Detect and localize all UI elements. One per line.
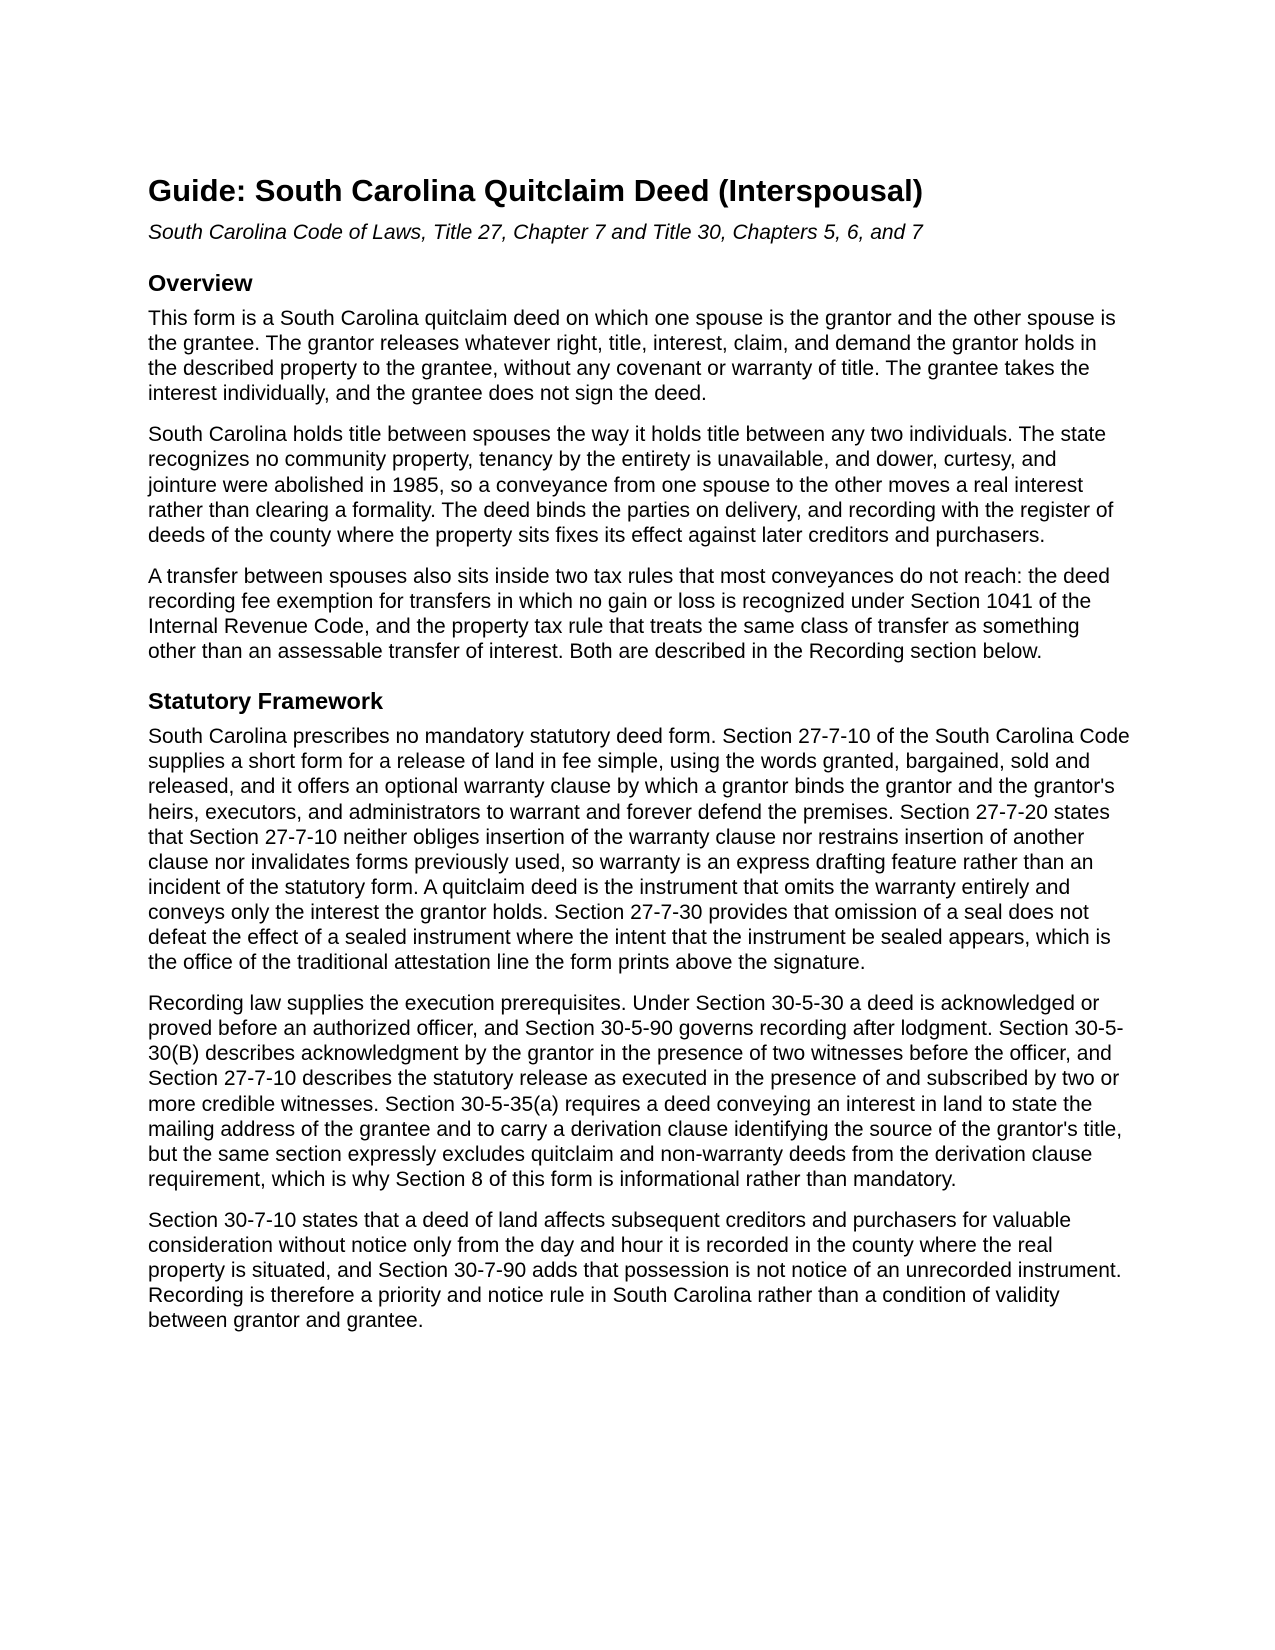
section-statutory-framework bbox=[148, 686, 1130, 1333]
page-title: Guide: South Carolina Quitclaim Deed (Interspousal) bbox=[148, 173, 924, 208]
section-heading-statutory-framework: Statutory Framework bbox=[148, 688, 384, 715]
document-page bbox=[148, 172, 1130, 1333]
paragraph: Section 30-7-10 states that a deed of land affects subsequent creditors and purchasers for valuable consideration without notice only from the day and hour it is recorded in the county where the real property is situated, and Section 30-7-90 adds that possession is not notice of an unrecorded instrument. Recording is therefore a priority and notice rule in South Carolina rather than a condition of validity between grantor and grantee. bbox=[148, 1208, 1122, 1333]
paragraph: South Carolina prescribes no mandatory statutory deed form. Section 27-7-10 of the South Carolina Code supplies a short form for a release of land in fee simple, using the words granted, bargained, sold and released, and it offers an optional warranty clause by which a grantor binds the grantor and the grantor's heirs, executors, and administrators to warrant and forever defend the premises. Section 27-7-20 states that Section 27-7-10 neither obliges insertion of the warranty clause nor restrains insertion of another clause nor invalidates forms previously used, so warranty is an express drafting feature rather than an incident of the statutory form. A quitclaim deed is the instrument that omits the warranty entirely and conveys only the interest the grantor holds. Section 27-7-30 provides that omission of a seal does not defeat the effect of a sealed instrument where the intent that the instrument be sealed appears, which is the office of the traditional attestation line the form prints above the signature. bbox=[148, 725, 1130, 975]
paragraph: A transfer between spouses also sits inside two tax rules that most conveyances do not reach: the deed recording fee exemption for transfers in which no gain or loss is recognized under Section 1041 of the Internal Revenue Code, and the property tax rule that treats the same class of transfer as something other than an assessable transfer of interest. Both are described in the Recording section below. bbox=[148, 564, 1110, 664]
section-overview bbox=[148, 268, 1130, 664]
paragraph: Recording law supplies the execution prerequisites. Under Section 30-5-30 a deed is acknowledged or proved before an authorized officer, and Section 30-5-90 governs recording after lodgment. Section 30-5-30(B) describes acknowledgment by the grantor in the presence of two witnesses before the officer, and Section 27-7-10 describes the statutory release as executed in the presence of and subscribed by two or more credible witnesses. Section 30-5-35(a) requires a deed conveying an interest in land to state the mailing address of the grantee and to carry a derivation clause identifying the source of the grantor's title, but the same section expressly excludes quitclaim and non-warranty deeds from the derivation clause requirement, which is why Section 8 of this form is informational rather than mandatory. bbox=[148, 992, 1124, 1191]
section-heading-overview: Overview bbox=[148, 270, 253, 296]
paragraph: South Carolina holds title between spouses the way it holds title between any two individuals. The state recognizes no community property, tenancy by the entirety is unavailable, and dower, curtesy, and jointure were abolished in 1985, so a conveyance from one spouse to the other moves a real interest rather than clearing a formality. The deed binds the parties on delivery, and recording with the register of deeds of the county where the property sits fixes its effect against later creditors and purchasers. bbox=[148, 423, 1114, 547]
page-subtitle: South Carolina Code of Laws, Title 27, Chapter 7 and Title 30, Chapters 5, 6, and 7 bbox=[148, 221, 923, 244]
paragraph: This form is a South Carolina quitclaim deed on which one spouse is the grantor and the other spouse is the grantee. The grantor releases whatever right, title, interest, claim, and demand the grantor holds in the described property to the grantee, without any covenant or warranty of title. The grantee takes the interest individually, and the grantee does not sign the deed. bbox=[148, 307, 1116, 406]
